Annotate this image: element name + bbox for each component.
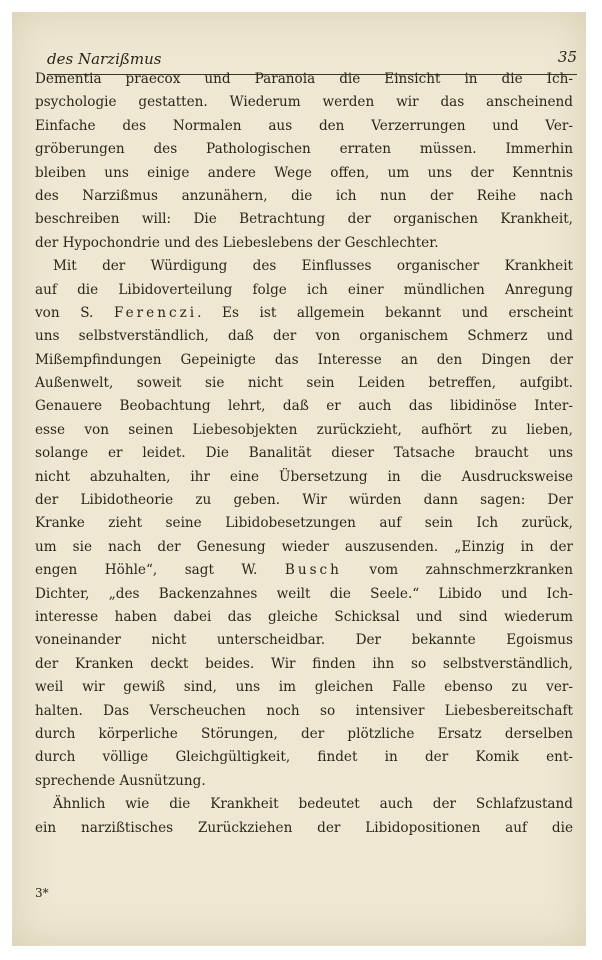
text-line: weil wir gewiß sind, uns im gleichen Falle ebenso zu ver- [35, 679, 573, 696]
text-fragment: . Es ist allgemein bekannt und erscheint [197, 304, 573, 321]
running-title: des Narzißmus [47, 50, 162, 68]
text-line: Ähnlich wie die Krankheit bedeutet auch der Schlafzustand [53, 796, 573, 813]
text-line: Außenwelt, soweit sie nicht sein Leiden betreffen, aufgibt. [35, 375, 573, 392]
text-line: ein narzißtisches Zurückziehen der Libidopositionen auf die [35, 819, 573, 836]
text-line: gröberungen des Pathologischen erraten müssen. Immerhin [35, 141, 573, 158]
text-line: psychologie gestatten. Wiederum werden wir das anscheinend [35, 94, 573, 111]
author-name-busch: Busch [284, 562, 342, 579]
text-line [35, 559, 573, 582]
text-line: Kranke zieht seine Libidobesetzungen auf sein Ich zurück, [35, 515, 573, 532]
text-line: interesse haben dabei das gleiche Schicksal und sind wiederum [35, 608, 573, 625]
text-line: Mißempfindungen Gepeinigte das Interesse an den Dingen der [35, 351, 573, 368]
text-line: von S. Ferenczi. Es ist allgemein bekannt und erscheint [35, 304, 573, 321]
text-line: um sie nach der Genesung wieder auszusenden. „Einzig in der [35, 538, 573, 555]
text-line: esse von seinen Liebesobjekten zurückzieht, aufhört zu lieben, [35, 421, 573, 438]
text-line: auf die Libidoverteilung folge ich einer mündlichen Anregung [35, 281, 573, 298]
text-line: Einfache des Normalen aus den Verzerrungen und Ver- [35, 117, 573, 134]
text-line: beschreiben will: Die Betrachtung der organischen Krankheit, [35, 211, 573, 228]
text-line: der Kranken deckt beides. Wir finden ihn so selbstverständlich, [35, 655, 573, 672]
text-fragment: vom zahnschmerzkranken [369, 562, 573, 579]
text-line: uns selbstverständlich, daß der von organischem Schmerz und [35, 328, 573, 345]
text-fragment: von [35, 304, 60, 321]
signature-mark: 3* [35, 886, 49, 900]
text-line: durch körperliche Störungen, der plötzliche Ersatz derselben [35, 725, 573, 742]
text-line: durch völlige Gleichgültigkeit, findet in der Komik ent- [35, 749, 573, 766]
body-text [35, 68, 573, 840]
text-line: des Narzißmus anzunähern, die ich nun der Reihe nach [35, 187, 573, 204]
text-line: der Libidotheorie zu geben. Wir würden dann sagen: Der [35, 492, 573, 509]
author-name-ferenczi: Ferenczi [113, 304, 198, 321]
text-line: Genauere Beobachtung lehrt, daß er auch das libidinöse Inter- [35, 398, 573, 415]
text-line: der Hypochondrie und des Liebeslebens der Geschlechter. [35, 234, 439, 251]
text-fragment: engen Höhle“, sagt W. [35, 562, 258, 579]
text-line: halten. Das Verscheuchen noch so intensiver Liebesbereitschaft [35, 702, 573, 719]
text-line: bleiben uns einige andere Wege offen, um uns der Kenntnis [35, 164, 573, 181]
text-line: nicht abzuhalten, ihr eine Übersetzung in die Ausdrucksweise [35, 468, 573, 485]
text-line: solange er leidet. Die Banalität dieser Tatsache braucht uns [35, 445, 573, 462]
text-line: voneinander nicht unterscheidbar. Der bekannte Egoismus [35, 632, 573, 649]
page-number: 35 [557, 48, 577, 66]
text-line: Dementia praecox und Paranoia die Einsicht in die Ich- [35, 71, 573, 87]
text-line: sprechende Ausnützung. [35, 772, 206, 789]
text-line: Mit der Würdigung des Einflusses organischer Krankheit [53, 258, 573, 275]
text-line: Dichter, „des Backenzahnes weilt die Seele.“ Libido und Ich- [35, 585, 573, 602]
